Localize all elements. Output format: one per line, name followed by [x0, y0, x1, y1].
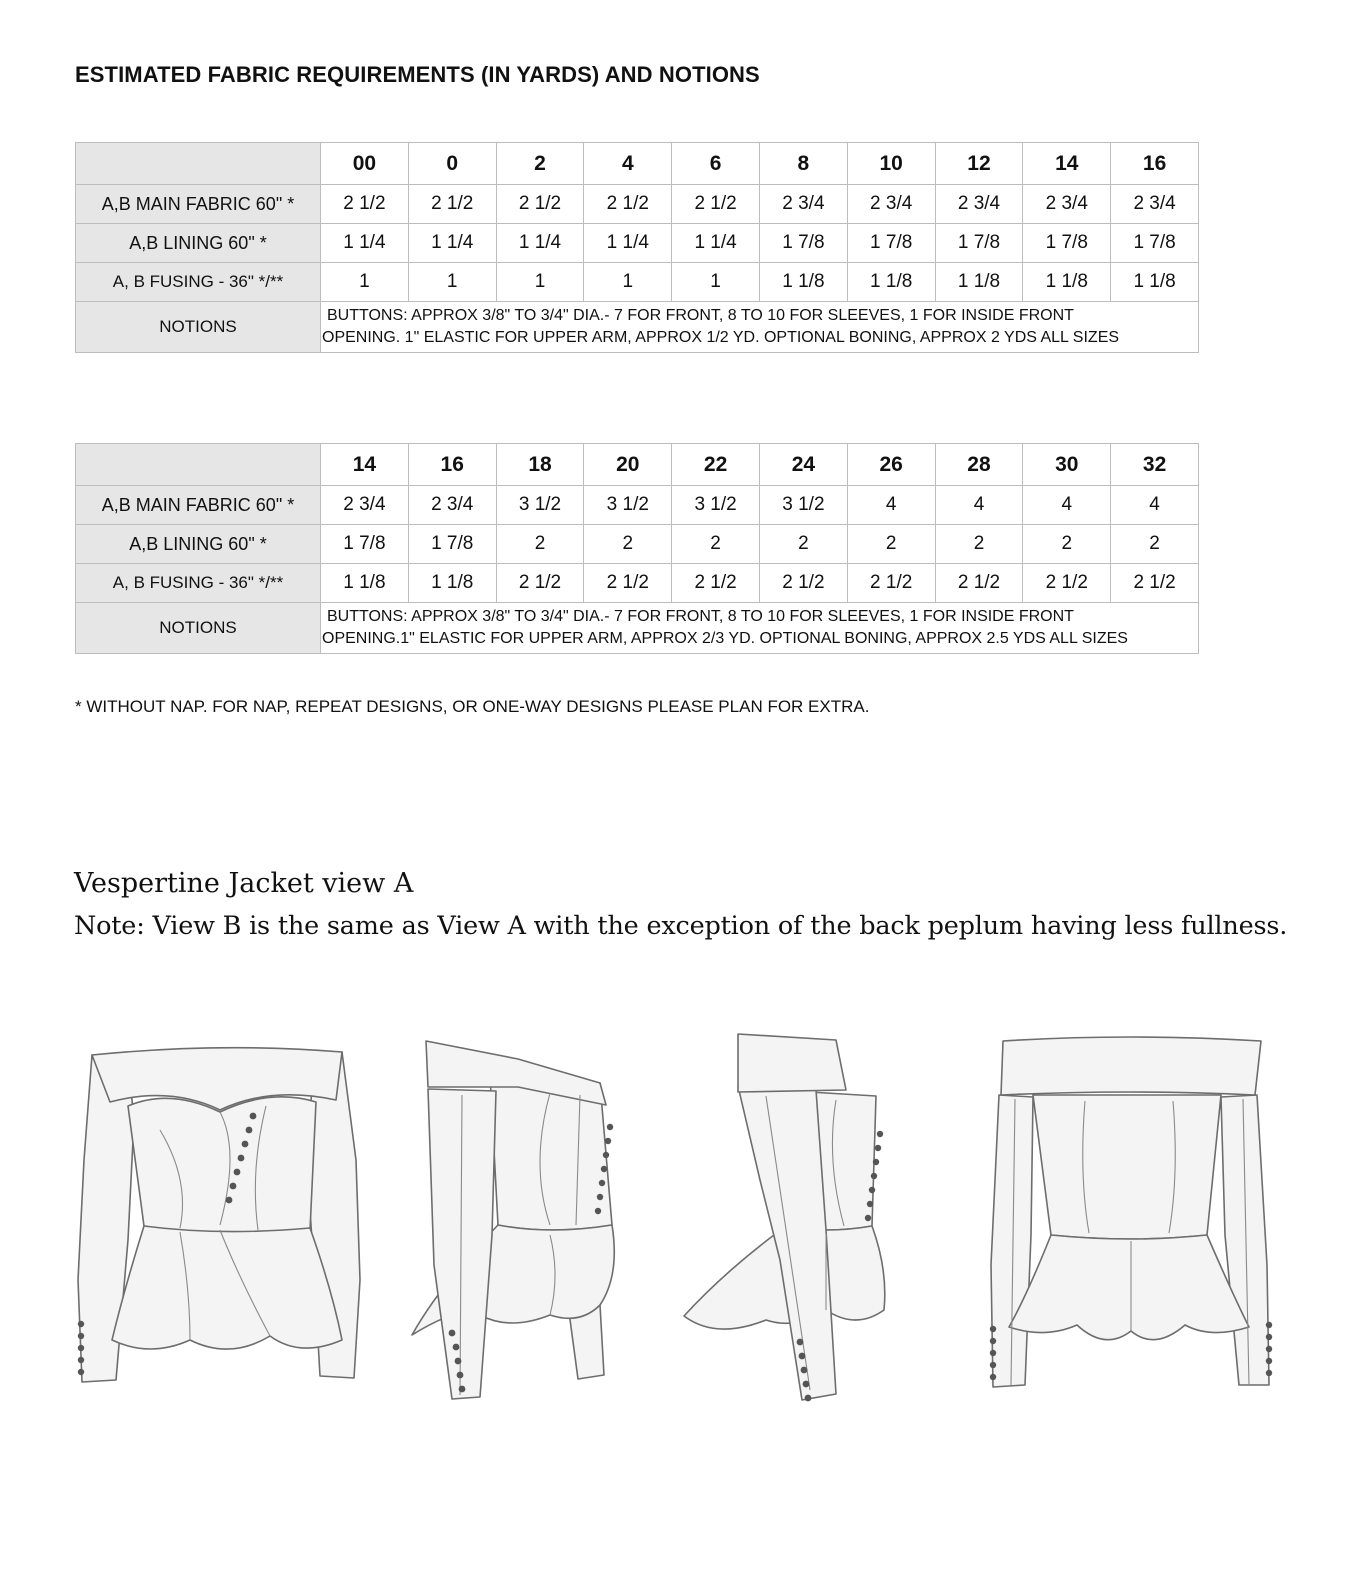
yardage-cell: 1 7/8: [847, 224, 935, 263]
yardage-cell: 2 1/2: [1023, 564, 1111, 603]
row-label: A,B MAIN FABRIC 60" *: [76, 486, 321, 525]
jacket-side-front-view: [400, 1035, 630, 1405]
yardage-cell: 2 1/2: [584, 564, 672, 603]
yardage-cell: 2 1/2: [759, 564, 847, 603]
size-header: 8: [759, 143, 847, 185]
size-header: 2: [496, 143, 584, 185]
table-row: [76, 224, 1199, 263]
yardage-cell: 2 1/2: [321, 185, 409, 224]
size-header: 30: [1023, 444, 1111, 486]
size-header: 12: [935, 143, 1023, 185]
size-header: 24: [759, 444, 847, 486]
notions-label: NOTIONS: [76, 302, 321, 353]
yardage-cell: 4: [847, 486, 935, 525]
yardage-cell: 1 1/8: [321, 564, 409, 603]
yardage-cell: 1 7/8: [759, 224, 847, 263]
yardage-cell: 2: [496, 525, 584, 564]
size-header: 14: [321, 444, 409, 486]
size-header: 16: [408, 444, 496, 486]
yardage-cell: 2: [584, 525, 672, 564]
yardage-cell: 3 1/2: [584, 486, 672, 525]
size-header: 6: [672, 143, 760, 185]
yardage-cell: 2 1/2: [496, 564, 584, 603]
notions-line: OPENING. 1" ELASTIC FOR UPPER ARM, APPROX 1/2 YD. OPTIONAL BONING, APPROX 2 YDS ALL SIZES: [322, 329, 1120, 346]
yardage-cell: 1 1/8: [1111, 263, 1199, 302]
row-label: A,B MAIN FABRIC 60" *: [76, 185, 321, 224]
yardage-cell: 1: [672, 263, 760, 302]
yardage-cell: 2: [1023, 525, 1111, 564]
yardage-cell: 1 1/4: [672, 224, 760, 263]
notions-row: [76, 603, 1199, 654]
yardage-cell: 1 1/8: [847, 263, 935, 302]
notions-row: [76, 302, 1199, 353]
yardage-cell: 2 3/4: [935, 185, 1023, 224]
yardage-cell: 2 1/2: [847, 564, 935, 603]
yardage-cell: 3 1/2: [759, 486, 847, 525]
size-header-row: [76, 444, 1199, 486]
yardage-cell: 1 1/8: [1023, 263, 1111, 302]
yardage-cell: 1 1/4: [408, 224, 496, 263]
table-row: [76, 263, 1199, 302]
fabric-table-small-sizes: [75, 142, 1199, 353]
fabric-table-large-sizes: [75, 443, 1199, 654]
table-row: [76, 564, 1199, 603]
notions-label: NOTIONS: [76, 603, 321, 654]
table-row: [76, 525, 1199, 564]
yardage-cell: 1 7/8: [1023, 224, 1111, 263]
yardage-cell: 3 1/2: [672, 486, 760, 525]
yardage-cell: 1: [496, 263, 584, 302]
size-header: 26: [847, 444, 935, 486]
size-header: 16: [1111, 143, 1199, 185]
size-header: 32: [1111, 444, 1199, 486]
size-header: 10: [847, 143, 935, 185]
size-header-row: [76, 143, 1199, 185]
row-label: A,B LINING 60" *: [76, 525, 321, 564]
size-header: 0: [408, 143, 496, 185]
yardage-cell: 1 1/8: [408, 564, 496, 603]
yardage-cell: 1 7/8: [1111, 224, 1199, 263]
yardage-cell: 2 3/4: [1111, 185, 1199, 224]
yardage-cell: 1: [408, 263, 496, 302]
jacket-back-view: [985, 1035, 1280, 1395]
size-header: 00: [321, 143, 409, 185]
size-header: 14: [1023, 143, 1111, 185]
yardage-cell: 1: [321, 263, 409, 302]
yardage-cell: 4: [935, 486, 1023, 525]
yardage-cell: 2 1/2: [496, 185, 584, 224]
yardage-cell: 1 1/4: [584, 224, 672, 263]
notions-line: BUTTONS: APPROX 3/8" TO 3/4" DIA.- 7 FOR FRONT, 8 TO 10 FOR SLEEVES, 1 FOR INSIDE FRONT: [327, 608, 1074, 625]
size-header: 28: [935, 444, 1023, 486]
yardage-cell: 2: [847, 525, 935, 564]
yardage-cell: 2 1/2: [584, 185, 672, 224]
yardage-cell: 2: [935, 525, 1023, 564]
yardage-cell: 2 3/4: [1023, 185, 1111, 224]
yardage-cell: 1 7/8: [408, 525, 496, 564]
yardage-cell: 2 1/2: [408, 185, 496, 224]
yardage-cell: 1 1/4: [321, 224, 409, 263]
yardage-cell: 1: [584, 263, 672, 302]
yardage-cell: 1 1/8: [759, 263, 847, 302]
nap-footnote: * WITHOUT NAP. FOR NAP, REPEAT DESIGNS, OR ONE-WAY DESIGNS PLEASE PLAN FOR EXTRA.: [75, 697, 870, 716]
view-title: Vespertine Jacket view A: [74, 868, 414, 899]
view-note: Note: View B is the same as View A with the exception of the back peplum having less fullness.: [74, 911, 1288, 941]
notions-text: [321, 302, 1199, 353]
corner-cell: [76, 143, 321, 185]
yardage-cell: 1 1/8: [935, 263, 1023, 302]
yardage-cell: 2 3/4: [321, 486, 409, 525]
yardage-cell: 2 1/2: [672, 564, 760, 603]
table-row: [76, 486, 1199, 525]
size-header: 18: [496, 444, 584, 486]
row-label: A,B LINING 60" *: [76, 224, 321, 263]
page-title: ESTIMATED FABRIC REQUIREMENTS (IN YARDS) AND NOTIONS: [75, 62, 760, 87]
yardage-cell: 1 7/8: [935, 224, 1023, 263]
size-header: 4: [584, 143, 672, 185]
yardage-cell: 2 1/2: [672, 185, 760, 224]
yardage-cell: 3 1/2: [496, 486, 584, 525]
yardage-cell: 2 3/4: [847, 185, 935, 224]
size-header: 20: [584, 444, 672, 486]
notions-line: BUTTONS: APPROX 3/8" TO 3/4" DIA.- 7 FOR FRONT, 8 TO 10 FOR SLEEVES, 1 FOR INSIDE FRONT: [327, 307, 1074, 324]
yardage-cell: 2 3/4: [759, 185, 847, 224]
yardage-cell: 1 1/4: [496, 224, 584, 263]
corner-cell: [76, 444, 321, 486]
jacket-front-view: [70, 1040, 370, 1400]
row-label: A, B FUSING - 36" */**: [76, 263, 321, 302]
notions-text: [321, 603, 1199, 654]
yardage-cell: 4: [1111, 486, 1199, 525]
table-row: [76, 185, 1199, 224]
size-header: 22: [672, 444, 760, 486]
notions-line: OPENING.1" ELASTIC FOR UPPER ARM, APPROX 2/3 YD. OPTIONAL BONING, APPROX 2.5 YDS ALL SIZES: [322, 630, 1128, 647]
row-label: A, B FUSING - 36" */**: [76, 564, 321, 603]
yardage-cell: 2: [1111, 525, 1199, 564]
yardage-cell: 2 3/4: [408, 486, 496, 525]
yardage-cell: 1 7/8: [321, 525, 409, 564]
yardage-cell: 4: [1023, 486, 1111, 525]
yardage-cell: 2: [759, 525, 847, 564]
jacket-side-back-view: [676, 1030, 906, 1410]
yardage-cell: 2 1/2: [935, 564, 1023, 603]
yardage-cell: 2 1/2: [1111, 564, 1199, 603]
yardage-cell: 2: [672, 525, 760, 564]
